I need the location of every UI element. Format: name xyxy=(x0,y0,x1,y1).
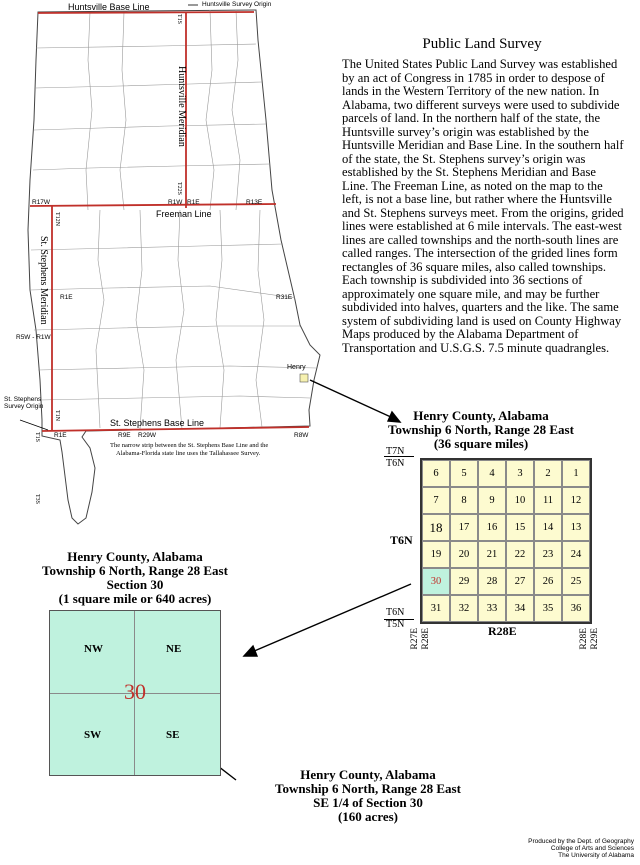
st-stephens-meridian-label: St. Stephens Meridian xyxy=(38,236,49,325)
township-heading-2: Township 6 North, Range 28 East xyxy=(388,422,574,437)
description-paragraph: The United States Public Land Survey was established by an act of Congress in 1785 in order to despose of lands in the Western Territory of the new nation. In Alabama, two different surveys were used to subdivide parcels of land. In the northern half of the state, the Huntsville survey’s origin was established by the Huntsville Meridian and Base Line. In the southern half of the state, the St. Stephens survey’s origin was established by the St. Stephens Meridian and Base Line. The Freeman Line, as noted on the map to the left, is not a base line, but rather where the Huntsville and St. Stephens surveys meet. From the origins, grided lines were established at 6 mile intervals. The east-west lines are called townships and the north-south lines are called ranges. The intersection of the grided lines form rectangles of 36 square miles, also called townships. Each township is subdivided into 36 sections of approximately one square mile, and may be further subdivided into halves, quarters and the like. The same system of subdividing land is used on County Highway Maps produced by the Alabama Department of Transportation and U.S.G.S. 7.5 minute quadrangles. xyxy=(342,57,624,355)
section-cell-5[interactable]: 5 xyxy=(450,460,478,487)
section-cell-22[interactable]: 22 xyxy=(506,541,534,568)
r9e-label: R9E xyxy=(118,432,131,439)
quarter-sw[interactable]: SW xyxy=(84,729,102,741)
t1n-label: T1N xyxy=(54,410,60,421)
section-cell-30[interactable]: 30 xyxy=(422,568,450,595)
map-note-1: The narrow strip between the St. Stephens Base Line and the xyxy=(110,442,269,449)
section-cell-35[interactable]: 35 xyxy=(534,595,562,622)
t6n-bottom-label: T6N xyxy=(386,607,405,618)
st-stephens-base-line-label: St. Stephens Base Line xyxy=(110,418,205,428)
section-cell-7[interactable]: 7 xyxy=(422,487,450,514)
r31e-label: R31E xyxy=(276,294,293,301)
huntsville-base-line-label: Huntsville Base Line xyxy=(68,2,150,12)
map-note-2: Alabama-Florida state line uses the Tallahassee Survey. xyxy=(116,450,261,457)
section-cell-31[interactable]: 31 xyxy=(422,595,450,622)
r29e-label: R29E xyxy=(590,628,600,650)
township-heading xyxy=(362,409,600,451)
quarter-heading-1: Henry County, Alabama xyxy=(300,767,436,782)
t7n-divider xyxy=(384,456,414,457)
r13e-label: R13E xyxy=(246,199,263,206)
township-heading-3: (36 square miles) xyxy=(433,436,529,451)
huntsville-origin-label: Huntsville Survey Origin xyxy=(202,1,272,8)
huntsville-meridian-label: Huntsville Meridian xyxy=(176,66,187,147)
quarter-ne[interactable]: NE xyxy=(166,643,182,655)
r5w-r1w-label: R5W - R1W xyxy=(16,334,51,341)
section-cell-9[interactable]: 9 xyxy=(478,487,506,514)
section-cell-10[interactable]: 10 xyxy=(506,487,534,514)
section-cell-11[interactable]: 11 xyxy=(534,487,562,514)
r17w-label: R17W xyxy=(32,199,51,206)
section-heading-2: Township 6 North, Range 28 East xyxy=(42,563,228,578)
township-heading-1: Henry County, Alabama xyxy=(413,408,549,423)
quarter-heading-2: Township 6 North, Range 28 East xyxy=(275,781,461,796)
quarter-nw[interactable]: NW xyxy=(84,643,103,655)
r27e-label: R27E xyxy=(410,628,420,650)
section-number: 30 xyxy=(124,679,146,704)
township-grid xyxy=(420,458,592,624)
section-cell-17[interactable]: 17 xyxy=(450,514,478,541)
section-heading xyxy=(20,550,250,606)
section-cell-1[interactable]: 1 xyxy=(562,460,590,487)
section-cell-18[interactable]: 18 xyxy=(422,514,450,541)
section-cell-28[interactable]: 28 xyxy=(478,568,506,595)
credit-line-1: Produced by the Dept. of Geography xyxy=(528,838,634,845)
page-title: Public Land Survey xyxy=(422,36,542,52)
t3s-label: T3S xyxy=(34,494,40,505)
section-cell-15[interactable]: 15 xyxy=(506,514,534,541)
quarter-heading-3: SE 1/4 of Section 30 xyxy=(313,795,423,810)
freeman-line-label: Freeman Line xyxy=(156,209,212,219)
section-cell-21[interactable]: 21 xyxy=(478,541,506,568)
section-cell-23[interactable]: 23 xyxy=(534,541,562,568)
t22s-label: T22S xyxy=(176,182,182,196)
section-cell-32[interactable]: 32 xyxy=(450,595,478,622)
t6n-top-label: T6N xyxy=(386,458,405,469)
r1e-label: R1E xyxy=(187,199,200,206)
t5n-label: T5N xyxy=(386,619,405,630)
r28e-label: R28E xyxy=(488,624,517,638)
t6n-side-label: T6N xyxy=(390,533,413,547)
quarter-heading xyxy=(248,768,488,824)
st-stephens-origin-label-2: Survey Origin xyxy=(4,403,44,410)
section-cell-20[interactable]: 20 xyxy=(450,541,478,568)
r1e-mid-label: R1E xyxy=(60,294,73,301)
section-cell-3[interactable]: 3 xyxy=(506,460,534,487)
section-cell-29[interactable]: 29 xyxy=(450,568,478,595)
st-stephens-origin-label-1: St. Stephens xyxy=(4,396,42,403)
section-cell-25[interactable]: 25 xyxy=(562,568,590,595)
credit-line-3: The University of Alabama xyxy=(558,852,634,859)
t1s-label: T1S xyxy=(176,14,182,25)
quarter-se[interactable]: SE xyxy=(166,729,180,741)
t12n-label: T12N xyxy=(54,212,60,226)
section-cell-8[interactable]: 8 xyxy=(450,487,478,514)
section-cell-27[interactable]: 27 xyxy=(506,568,534,595)
section-30-square xyxy=(49,610,221,776)
section-heading-3: Section 30 xyxy=(106,577,164,592)
henry-county-marker[interactable] xyxy=(300,374,308,382)
section-cell-14[interactable]: 14 xyxy=(534,514,562,541)
section-cell-33[interactable]: 33 xyxy=(478,595,506,622)
r29w-label: R29W xyxy=(138,432,157,439)
huntsville-base-line xyxy=(38,12,254,13)
section-cell-26[interactable]: 26 xyxy=(534,568,562,595)
section-cell-12[interactable]: 12 xyxy=(562,487,590,514)
quarter-heading-4: (160 acres) xyxy=(337,809,399,824)
r1w-label: R1W xyxy=(168,199,183,206)
credit xyxy=(464,838,634,859)
section-heading-1: Henry County, Alabama xyxy=(67,549,203,564)
section-cell-2[interactable]: 2 xyxy=(534,460,562,487)
section-cell-4[interactable]: 4 xyxy=(478,460,506,487)
r28e-right-label: R28E xyxy=(579,628,589,650)
henry-label: Henry xyxy=(287,364,306,371)
section-cell-19[interactable]: 19 xyxy=(422,541,450,568)
r8w-label: R8W xyxy=(294,432,309,439)
section-cell-36[interactable]: 36 xyxy=(562,595,590,622)
section-cell-13[interactable]: 13 xyxy=(562,514,590,541)
credit-line-2: College of Arts and Sciences xyxy=(550,845,634,852)
section-cell-6[interactable]: 6 xyxy=(422,460,450,487)
section-cell-34[interactable]: 34 xyxy=(506,595,534,622)
t7n-label: T7N xyxy=(386,446,405,457)
r28e-left-label: R28E xyxy=(421,628,431,650)
t1s-bottom-label: T1S xyxy=(34,432,40,443)
section-cell-24[interactable]: 24 xyxy=(562,541,590,568)
section-cell-16[interactable]: 16 xyxy=(478,514,506,541)
r1e-base-label: R1E xyxy=(54,432,67,439)
section-heading-4: (1 square mile or 640 acres) xyxy=(58,591,212,606)
